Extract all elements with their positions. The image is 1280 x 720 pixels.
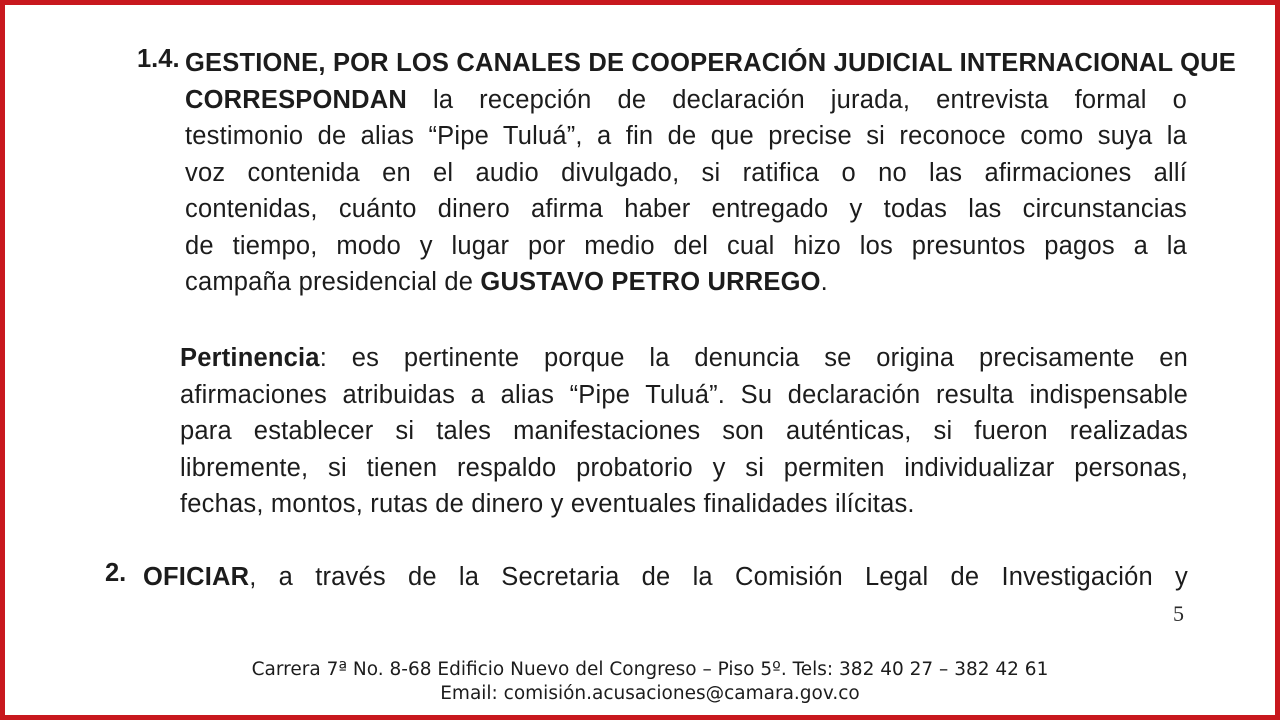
paragraph-line: fechas, montos, rutas de dinero y eventuales finalidades ilícitas. <box>180 490 915 518</box>
paragraph-line <box>143 559 1188 596</box>
section-number-1-4: 1.4. <box>137 45 180 73</box>
punctuation: . <box>820 268 828 296</box>
paragraph-line: de tiempo, modo y lugar por medio del cual hizo los presuntos pagos a la <box>185 231 1187 260</box>
bold-heading: GESTIONE, POR LOS CANALES DE COOPERACIÓN JUDICIAL INTERNACIONAL QUE <box>185 49 1236 77</box>
footer-address: Carrera 7ª No. 8-68 Edificio Nuevo del Congreso – Piso 5º. Tels: 382 40 27 – 382 42 61 <box>251 659 1049 680</box>
paragraph-line: testimonio de alias “Pipe Tuluá”, a fin de que precise si reconoce como suya la <box>185 122 1187 150</box>
document-page <box>5 5 1275 715</box>
bold-text: CORRESPONDAN <box>185 85 408 114</box>
paragraph-line <box>180 340 1188 377</box>
page-number: 5 <box>1173 601 1184 626</box>
section-1-4-paragraph <box>185 45 1236 301</box>
paragraph-line: voz contenida en el audio divulgado, si ratifica o no las afirmaciones allí <box>185 158 1187 187</box>
paragraph-line <box>185 45 1236 82</box>
body-text: , a través de la Secretaria de la Comisión Legal de Investigación y <box>249 563 1188 591</box>
paragraph-line <box>185 264 1187 301</box>
footer-email: Email: comisión.acusaciones@camara.gov.co <box>440 683 860 704</box>
paragraph-line: afirmaciones atribuidas a alias “Pipe Tuluá”. Su declaración resulta indispensable <box>180 380 1188 409</box>
bold-text: OFICIAR <box>143 563 250 591</box>
pertinencia-label: Pertinencia <box>180 344 320 372</box>
paragraph-line <box>185 82 1187 119</box>
body-text: campaña presidencial de <box>185 268 481 296</box>
pertinencia-paragraph <box>180 340 1188 523</box>
paragraph-line: libremente, si tienen respaldo probatorio y si permiten individualizar personas, <box>180 453 1188 482</box>
section-2-paragraph <box>143 559 1188 596</box>
body-text: la recepción de declaración jurada, entrevista formal o <box>407 85 1187 114</box>
paragraph-line: contenidas, cuánto dinero afirma haber entregado y todas las circunstancias <box>185 195 1187 223</box>
candidate-name: GUSTAVO PETRO URREGO <box>480 268 821 296</box>
body-text: : es pertinente porque la denuncia se origina precisamente en <box>319 344 1188 372</box>
section-number-2: 2. <box>105 559 127 587</box>
paragraph-line: para establecer si tales manifestaciones son auténticas, si fueron realizadas <box>180 417 1188 445</box>
